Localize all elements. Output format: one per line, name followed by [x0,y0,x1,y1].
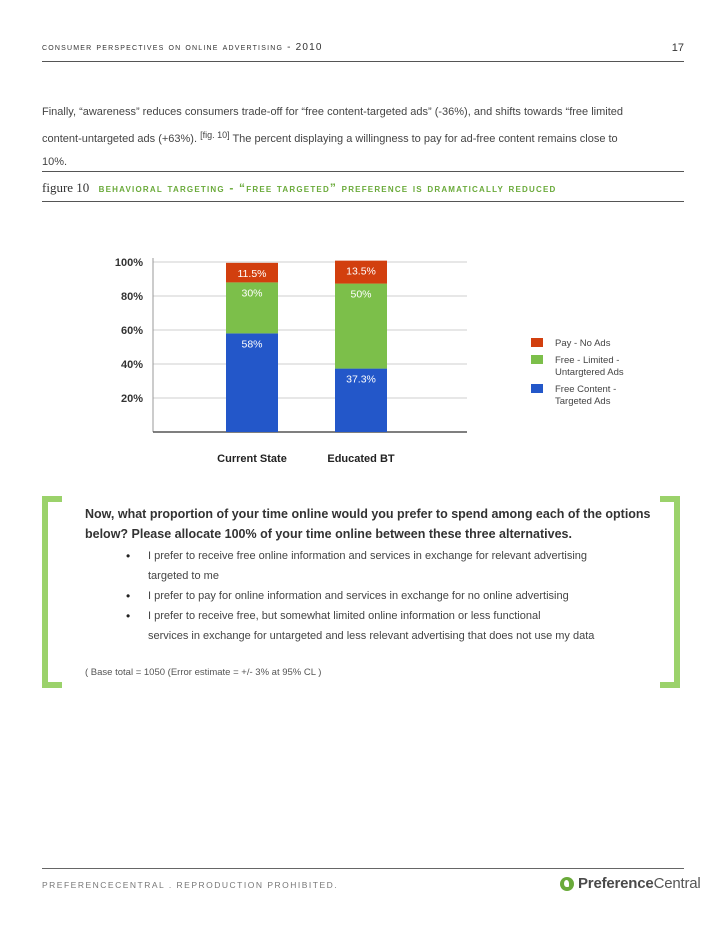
base-note: ( Base total = 1050 (Error estimate = +/- 3% at 95% CL ) [85,667,322,678]
legend-swatch [531,355,543,364]
option-text: I prefer to pay for online information and services in exchange for no online advertising [148,590,569,602]
intro-line-2a: content-untargeted ads (+63%). [42,133,198,145]
bar-data-label: 30% [241,287,263,300]
intro-line-3: 10%. [42,156,68,168]
answer-options [126,546,646,646]
legend-swatch [531,384,543,393]
option-text-cont: targeted to me [148,570,219,582]
y-tick-label: 100% [114,257,143,269]
y-tick-label: 40% [120,359,143,371]
bar-data-label: 11.5% [237,267,267,280]
legend-label-cont: Targeted Ads [555,396,611,407]
figure-caption: behavioral targeting - “free targeted” preference is dramatically reduced [98,181,557,195]
legend-label: Free Content - [555,384,617,395]
brand-name-a: Preference [578,875,654,892]
option-item [126,606,646,646]
right-bracket [660,496,680,688]
legend-label-cont: Untargtered Ads [555,367,624,378]
footer-divider [42,868,684,869]
intro-line-1: Finally, “awareness” reduces consumers trade-off for “free content-targeted ads” (-36%), and shifts towards “free limited [42,106,624,118]
option-text-cont: services in exchange for untargeted and less relevant advertising that does not use my data [148,630,595,642]
figure-label: figure 10 [42,180,90,195]
brand-name [578,875,701,892]
y-tick-label: 20% [120,393,143,405]
survey-question: Now, what proportion of your time online would you prefer to spend among each of the options below? Please allocate 100% of your time online between these three alternatives. [85,507,651,541]
running-header: consumer perspectives on online advertising - 2010 [42,42,323,53]
legend-swatch [531,338,543,347]
figure-reference: [fig. 10] [200,130,230,140]
y-tick-label: 80% [120,291,143,303]
bar-data-label: 58% [241,338,263,351]
option-text: I prefer to receive free online information and services in exchange for relevant advertising [148,550,588,562]
bullet-icon: • [126,549,131,563]
y-tick-label: 60% [120,325,143,337]
category-label: Educated BT [327,453,395,465]
intro-line-2b: The percent displaying a willingness to pay for ad-free content remains close to [229,133,618,145]
leaf-icon [560,877,574,891]
legend-label: Free - Limited - [555,355,620,366]
option-item [126,586,646,606]
bar-data-label: 13.5% [346,265,376,278]
option-text: I prefer to receive free, but somewhat limited online information or less functional [148,610,541,622]
bar-data-label: 37.3% [346,373,376,386]
brand-name-b: Central [653,875,701,892]
brand-logo [560,875,701,892]
category-label: Current State [217,453,287,465]
left-bracket [42,496,62,688]
bar-data-label: 50% [350,288,372,301]
legend-label: Pay - No Ads [555,338,611,349]
bullet-icon: • [126,609,131,623]
option-item [126,546,646,586]
page-number: 17 [671,42,684,54]
bullet-icon: • [126,589,131,603]
footer-text: PREFERENCECENTRAL . REPRODUCTION PROHIBITED. [42,880,339,890]
